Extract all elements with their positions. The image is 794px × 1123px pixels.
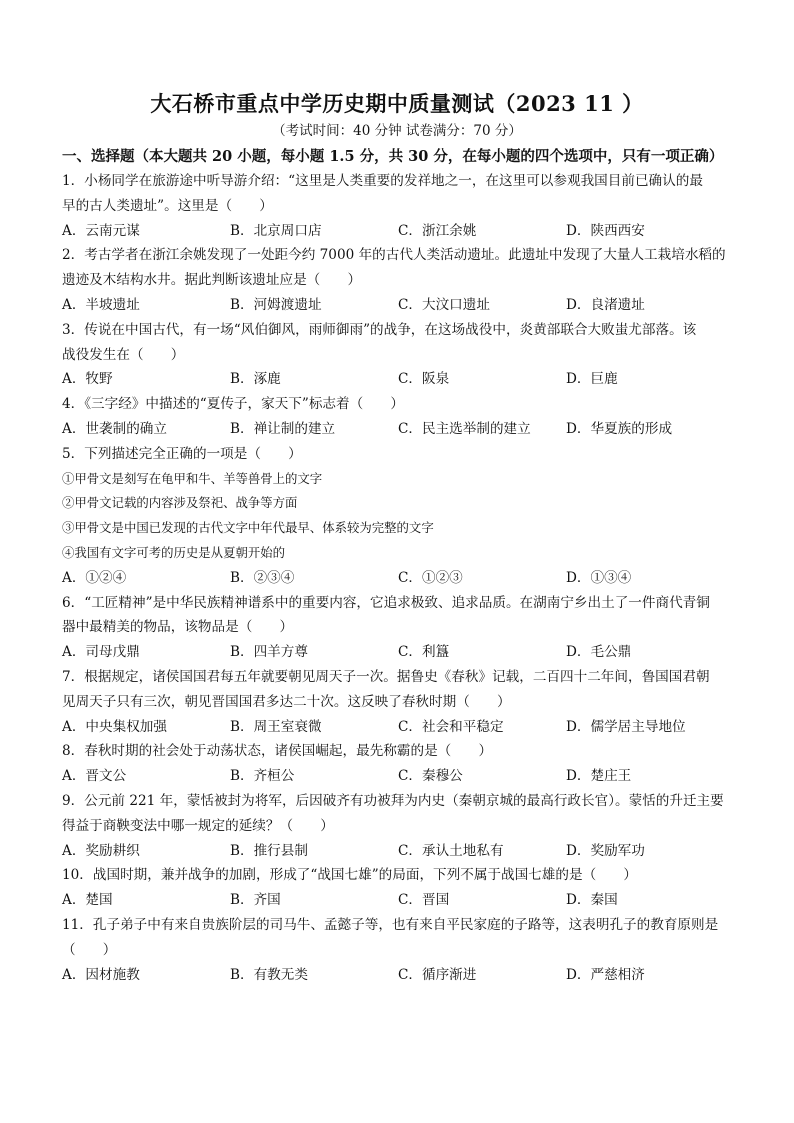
answer-option-d: D．儒学居主导地位 (566, 718, 686, 735)
answer-option-b: B．②③④ (230, 569, 295, 586)
question-text: 6．“工匠精神”是中华民族精神谱系中的重要内容，它追求极致、追求品质。在湖南宁乡出土了一件商代青铜 (62, 594, 710, 611)
question-text: 8．春秋时期的社会处于动荡状态，诸侯国崛起，最先称霸的是（ ） (62, 743, 493, 760)
question-1 (62, 169, 732, 243)
question-4 (62, 392, 732, 442)
answer-option-c: C．浙江余姚 (398, 222, 477, 239)
answer-option-b: B．周王室衰微 (230, 718, 322, 735)
question-text: 器中最精美的物品，该物品是（ ） (62, 619, 294, 636)
answer-option-b: B．齐桓公 (230, 768, 295, 785)
answer-option-d: D．①③④ (566, 569, 632, 586)
answer-option-b: B．四羊方尊 (230, 644, 308, 661)
answer-options (62, 839, 732, 864)
question-text: 4．《三字经》中描述的“夏传子，家天下”标志着（ ） (62, 396, 404, 413)
answer-options (62, 219, 732, 244)
answer-option-a: A．半坡遗址 (62, 296, 140, 313)
question-8 (62, 739, 732, 789)
answer-option-a: A．楚国 (62, 892, 113, 909)
answer-option-d: D．奖励军功 (566, 842, 645, 859)
answer-option-d: D．良渚遗址 (566, 296, 645, 313)
question-statement: ④我国有文字可考的历史是从夏朝开始的 (62, 544, 286, 560)
question-text: 2．考古学者在浙江余姚发现了一处距今约 7000 年的古代人类活动遗址。此遗址中发现了大量人工栽培水稻的 (62, 247, 726, 264)
question-text: 得益于商鞅变法中哪一规定的延续？（ ） (62, 817, 334, 834)
answer-option-c: C．利簋 (398, 644, 450, 661)
answer-option-a: A．云南元谋 (62, 222, 140, 239)
exam-subtitle: （考试时间：40 分钟 试卷满分：70 分） (272, 123, 522, 139)
section-heading: 一、选择题（本大题共 20 小题，每小题 1.5 分，共 30 分，在每小题的四个选项中，只有一项正确） (62, 148, 724, 165)
answer-option-c: C．晋国 (398, 892, 450, 909)
answer-option-d: D．巨鹿 (566, 371, 618, 388)
answer-option-b: B．推行县制 (230, 842, 308, 859)
answer-option-c: C．社会和平稳定 (398, 718, 504, 735)
question-text: 5．下列描述完全正确的一项是（ ） (62, 445, 302, 462)
answer-option-b: B．涿鹿 (230, 371, 281, 388)
answer-option-a: A．因材施教 (62, 966, 140, 983)
answer-option-b: B．禅让制的建立 (230, 420, 336, 437)
answer-option-a: A．世袭制的确立 (62, 420, 167, 437)
answer-options (62, 417, 732, 442)
answer-option-c: C．大汶口遗址 (398, 296, 490, 313)
answer-options (62, 715, 732, 740)
answer-option-d: D．陕西西安 (566, 222, 645, 239)
question-11 (62, 913, 732, 987)
answer-option-d: D．秦国 (566, 892, 618, 909)
question-text: 7．根据规定，诸侯国国君每五年就要朝见周天子一次。据鲁史《春秋》记载，二百四十二年间，鲁国国君朝 (62, 668, 710, 685)
exam-title: 大石桥市重点中学历史期中质量测试（2023 11 ） (150, 91, 644, 116)
answer-option-c: C．秦穆公 (398, 768, 463, 785)
question-text: （ ） (62, 941, 117, 958)
answer-options (62, 764, 732, 789)
answer-options (62, 888, 732, 913)
question-statement: ③甲骨文是中国已发现的古代文字中年代最早、体系较为完整的文字 (62, 520, 434, 536)
answer-option-d: D．楚庄王 (566, 768, 632, 785)
answer-option-c: C．承认土地私有 (398, 842, 504, 859)
answer-option-a: A．①②④ (62, 569, 127, 586)
answer-option-a: A．晋文公 (62, 768, 127, 785)
question-statement: ①甲骨文是刻写在龟甲和牛、羊等兽骨上的文字 (62, 470, 323, 486)
answer-option-a: A．牧野 (62, 371, 113, 388)
question-text: 3．传说在中国古代，有一场“风伯御风，雨师御雨”的战争，在这场战役中，炎黄部联合大败蚩尤部落。该 (62, 321, 697, 338)
answer-option-d: D．严慈相济 (566, 966, 645, 983)
answer-option-d: D．毛公鼎 (566, 644, 632, 661)
answer-option-c: C．①②③ (398, 569, 463, 586)
question-7 (62, 665, 732, 739)
answer-option-a: A．司母戊鼎 (62, 644, 140, 661)
question-text: 见周天子只有三次，朝见晋国国君多达二十次。这反映了春秋时期（ ） (62, 693, 511, 710)
question-text: 遗迹及木结构水井。据此判断该遗址应是（ ） (62, 272, 362, 289)
answer-option-c: C．阪泉 (398, 371, 450, 388)
answer-option-b: B．齐国 (230, 892, 281, 909)
answer-options (62, 293, 732, 318)
question-text: 11．孔子弟子中有来自贵族阶层的司马牛、孟懿子等，也有来自平民家庭的子路等，这表明孔子的教育原则是 (62, 916, 719, 933)
answer-option-c: C．循序渐进 (398, 966, 477, 983)
answer-option-d: D．华夏族的形成 (566, 420, 673, 437)
question-6 (62, 591, 732, 665)
question-3 (62, 318, 732, 392)
answer-options (62, 640, 732, 665)
question-10 (62, 863, 732, 913)
question-text: 1．小杨同学在旅游途中听导游介绍：“这里是人类重要的发祥地之一，在这里可以参观我国目前已确认的最 (62, 173, 703, 189)
answer-option-b: B．北京周口店 (230, 222, 322, 239)
answer-option-a: A．奖励耕织 (62, 842, 140, 859)
question-text: 战役发生在（ ） (62, 346, 185, 363)
answer-options (62, 367, 732, 392)
answer-option-c: C．民主选举制的建立 (398, 420, 531, 437)
question-text: 9．公元前 221 年，蒙恬被封为将军，后因破齐有功被拜为内史（秦朝京城的最高行政长官）。蒙恬的升迁主要 (62, 792, 724, 809)
question-9 (62, 789, 732, 863)
answer-option-b: B．河姆渡遗址 (230, 296, 322, 313)
question-list (62, 169, 732, 987)
question-statement: ②甲骨文记载的内容涉及祭祀、战争等方面 (62, 495, 298, 511)
question-text: 10．战国时期，兼并战争的加剧，形成了“战国七雄”的局面，下列不属于战国七雄的是（ ） (62, 867, 637, 884)
answer-options (62, 963, 732, 988)
question-5 (62, 442, 732, 591)
answer-option-b: B．有教无类 (230, 966, 308, 983)
answer-options (62, 566, 732, 591)
question-text: 早的古人类遗址”。这里是（ ） (62, 197, 273, 214)
question-2 (62, 243, 732, 317)
answer-option-a: A．中央集权加强 (62, 718, 167, 735)
